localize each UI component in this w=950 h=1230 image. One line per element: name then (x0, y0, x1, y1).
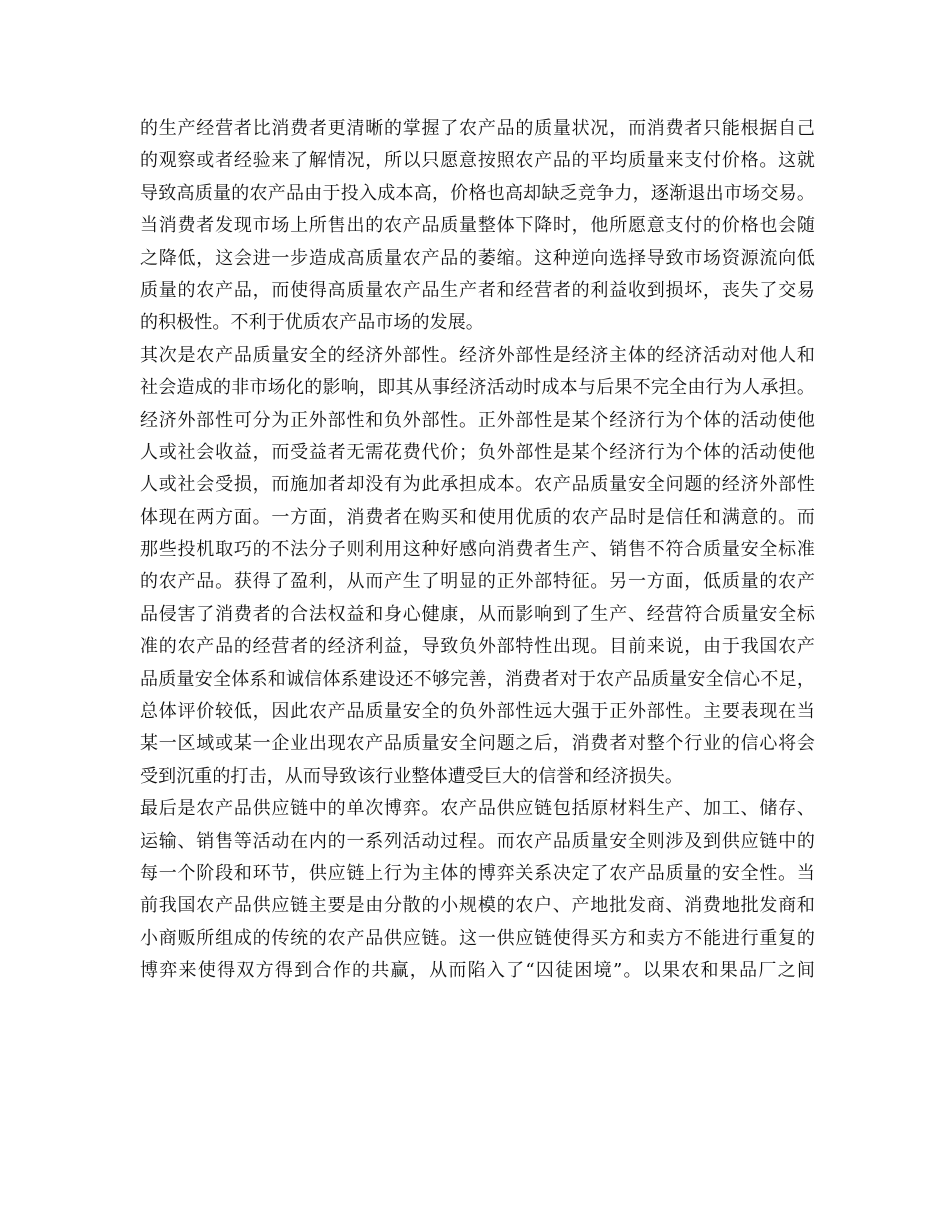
text-line: 当消费者发现市场上所售出的农产品质量整体下降时，他所愿意支付的价格也会随 (140, 215, 815, 237)
text-line: 的观察或者经验来了解情况，所以只愿意按照农产品的平均质量来支付价格。这就 (140, 150, 815, 172)
body-text (140, 113, 815, 988)
text-line: 准的农产品的经营者的经济利益，导致负外部特性出现。目前来说，由于我国农产 (140, 636, 815, 658)
text-line: 的农产品。获得了盈利，从而产生了明显的正外部特征。另一方面，低质量的农产 (140, 571, 815, 593)
text-line: 那些投机取巧的不法分子则利用这种好感向消费者生产、销售不符合质量安全标准 (140, 539, 815, 561)
text-line: 运输、销售等活动在内的一系列活动过程。而农产品质量安全则涉及到供应链中的 (140, 830, 815, 852)
text-line: 人或社会受损，而施加者却没有为此承担成本。农产品质量安全问题的经济外部性 (140, 474, 815, 496)
text-line: 的积极性。不利于优质农产品市场的发展。 (140, 312, 484, 334)
text-line: 受到沉重的打击，从而导致该行业整体遭受巨大的信誉和经济损失。 (140, 765, 683, 787)
text-line: 社会造成的非市场化的影响，即其从事经济活动时成本与后果不完全由行为人承担。 (140, 377, 815, 399)
text-line: 品侵害了消费者的合法权益和身心健康，从而影响到了生产、经营符合质量安全标 (140, 603, 815, 625)
text-line: 其次是农产品质量安全的经济外部性。经济外部性是经济主体的经济活动对他人和 (140, 344, 815, 366)
text-line: 之降低，这会进一步造成高质量农产品的萎缩。这种逆向选择导致市场资源流向低 (140, 247, 815, 269)
text-line: 体现在两方面。一方面，消费者在购买和使用优质的农产品时是信任和满意的。而 (140, 506, 815, 528)
text-line: 博弈来使得双方得到合作的共赢，从而陷入了“囚徒困境”。以果农和果品厂之间 (140, 960, 815, 982)
text-line: 经济外部性可分为正外部性和负外部性。正外部性是某个经济行为个体的活动使他 (140, 409, 815, 431)
text-line: 某一区域或某一企业出现农产品质量安全问题之后，消费者对整个行业的信心将会 (140, 733, 815, 755)
text-line: 前我国农产品供应链主要是由分散的小规模的农户、产地批发商、消费地批发商和 (140, 895, 815, 917)
text-line: 导致高质量的农产品由于投入成本高，价格也高却缺乏竞争力，逐渐退出市场交易。 (140, 182, 815, 204)
text-line: 人或社会收益，而受益者无需花费代价；负外部性是某个经济行为个体的活动使他 (140, 441, 815, 463)
text-line: 的生产经营者比消费者更清晰的掌握了农产品的质量状况，而消费者只能根据自己 (140, 118, 815, 139)
text-line: 品质量安全体系和诚信体系建设还不够完善，消费者对于农产品质量安全信心不足， (140, 668, 815, 690)
text-line: 质量的农产品，而使得高质量农产品生产者和经营者的利益收到损坏，丧失了交易 (140, 279, 815, 301)
text-line: 每一个阶段和环节，供应链上行为主体的博弈关系决定了农产品质量的安全性。当 (140, 862, 815, 884)
text-line: 小商贩所组成的传统的农产品供应链。这一供应链使得买方和卖方不能进行重复的 (140, 927, 815, 949)
text-line: 最后是农产品供应链中的单次博弈。农产品供应链包括原材料生产、加工、储存、 (140, 798, 815, 820)
text-line: 总体评价较低，因此农产品质量安全的负外部性远大强于正外部性。主要表现在当 (140, 701, 815, 723)
